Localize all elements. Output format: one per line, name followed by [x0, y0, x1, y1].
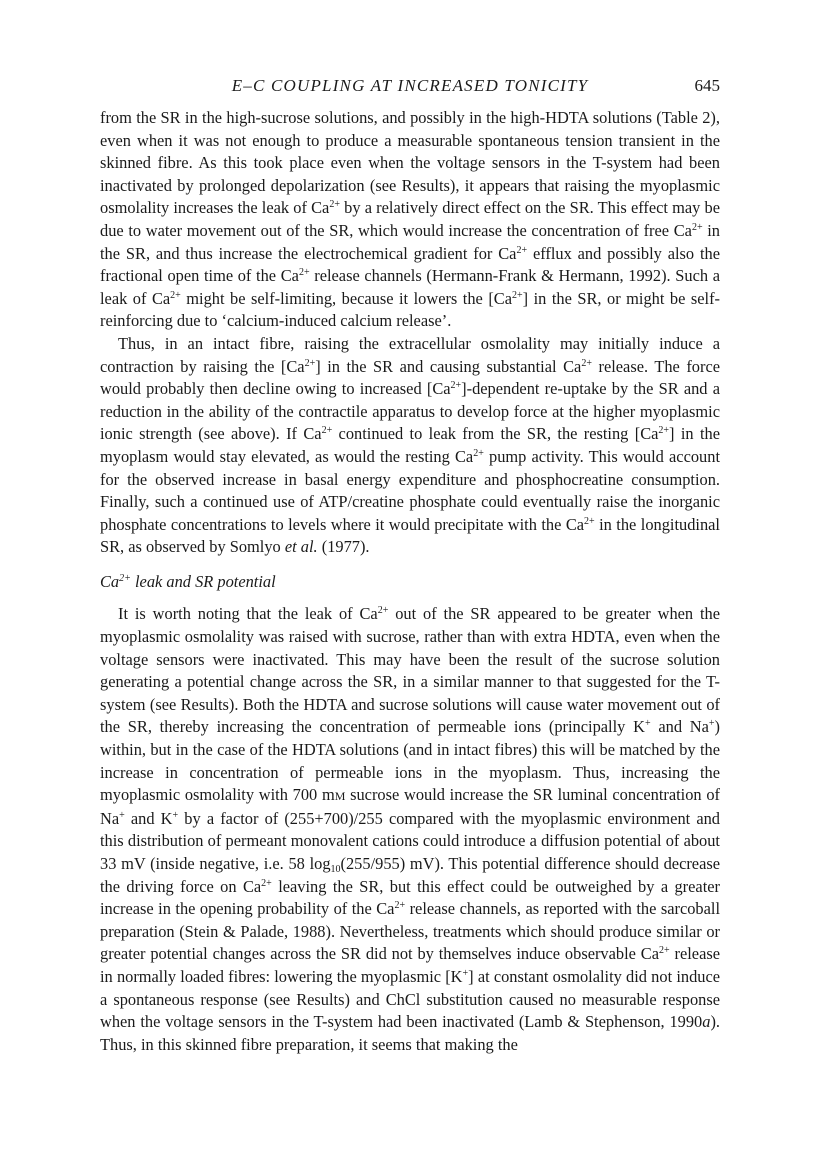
- paragraph: Thus, in an intact fibre, raising the extracellular osmolality may initially induce a contraction by raising the $[Ca^{2+}]$ in the SR and causing substantial $Ca^{2+}$ release. The force would probably then decline owing to increased $[Ca^{2+}]$-dependent re-uptake by the SR and a reduction in the ability of the contractile apparatus to develop force at the higher myoplasmic ionic strength (see above). If $Ca^{2+}$ continued to leak from the SR, the resting $[Ca^{2+}]$ in the myoplasm would stay elevated, as would the resting $Ca^{2+}$ pump activity. This would account for the observed increase in basal energy expenditure and phosphocreatine consumption. Finally, such a continued use of ATP/creatine phosphate could eventually raise the inorganic phosphate concentrations to levels where it would precipitate with the $Ca^{2+}$ in the longitudinal SR, as observed by Somlyo et al. (1977).: [100, 333, 721, 557]
- section-heading: $Ca^{2+}$ leak and SR potential: [100, 571, 276, 591]
- running-head: [100, 76, 720, 100]
- paragraph: It is worth noting that the leak of $Ca^{2+}$ out of the SR appeared to be greater when the myoplasmic osmolality was raised with sucrose, rather than with extra HDTA, even when the voltage sensors were inactivated. This may have been the result of the sucrose solution generating a potential change across the SR, in a similar manner to that suggested for the T-system (see Results). Both the HDTA and sucrose solutions will cause water movement out of the SR, thereby increasing the concentration of permeable ions (principally K+ and Na+) within, but in the case of the HDTA solutions (and in intact fibres) this will be matched by the increase in concentration of permeable ions in the myoplasm. Thus, increasing the myoplasmic osmolality with 700 mM sucrose would increase the SR luminal concentration of Na+ and K+ by a factor of (255+700)/255 compared with the myoplasmic environment and this distribution of permeant monovalent cations could introduce a diffusion potential of about 33 mV (inside negative, i.e. 58 $\log_{10}(255/955)$ mV). This potential difference should decrease the driving force on $Ca^{2+}$ leaving the SR, but this effect could be outweighed by a greater increase in the opening probability of the $Ca^{2+}$ release channels, as reported with the sarcoball preparation (Stein & Palade, 1988). Nevertheless, treatments which should produce similar or greater potential changes across the SR did not by themselves induce observable $Ca^{2+}$ release in normally loaded fibres: lowering the myoplasmic [K+] at constant osmolality did not induce a spontaneous response (see Results) and ChCl substitution caused no measurable response when the voltage sensors in the T-system had been inactivated (Lamb & Stephenson, 1990a). Thus, in this skinned fibre preparation, it seems that making the: [100, 604, 721, 1054]
- running-title: E–C COUPLING AT INCREASED TONICITY: [231, 76, 589, 95]
- paragraph-continuation: from the SR in the high-sucrose solutions, and possibly in the high-HDTA solutions (Table 2), even when it was not enough to produce a measurable spontaneous tension transient in the skinned fibre. As this took place even when the voltage sensors in the T-system had been inactivated by prolonged depolarization (see Results), it appears that raising the myoplasmic osmolality increases the leak of $Ca^{2+}$ by a relatively direct effect on the SR. This effect may be due to water movement out of the SR, which would increase the concentration of free $Ca^{2+}$ in the SR, and thus increase the electrochemical gradient for $Ca^{2+}$ efflux and possibly also the fractional open time of the $Ca^{2+}$ release channels (Hermann-Frank & Hermann, 1992). Such a leak of $Ca^{2+}$ might be self-limiting, because it lowers the $[Ca^{2+}]$ in the SR, or might be self-reinforcing due to ‘calcium-induced calcium release’.: [100, 108, 720, 331]
- page-number: 645: [694, 76, 720, 95]
- body-text: [100, 107, 720, 1056]
